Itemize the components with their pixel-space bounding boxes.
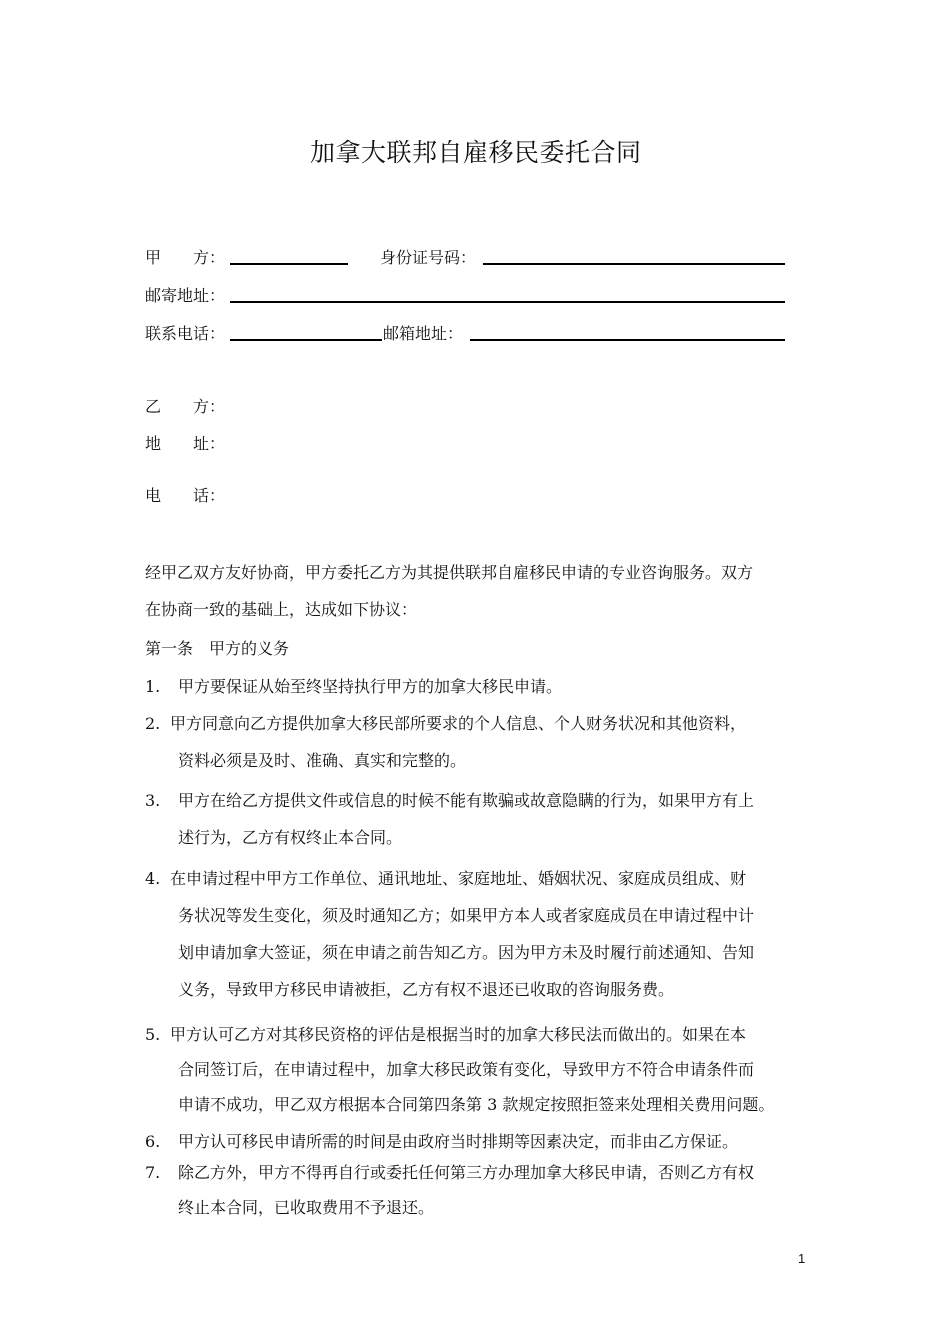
item-text-line: 甲方在给乙方提供文件或信息的时候不能有欺骗或故意隐瞒的行为，如果甲方有上 [178, 791, 755, 810]
item-text-line: 在申请过程中甲方工作单位、通讯地址、家庭地址、婚姻状况、家庭成员组成、财 [170, 869, 747, 888]
item-number: 4. [145, 869, 161, 888]
item-text-line: 终止本合同，已收取费用不予退还。 [178, 1198, 435, 1217]
intro-line-2: 在协商一致的基础上，达成如下协议： [145, 600, 418, 619]
item-text-line: 合同签订后，在申请过程中，加拿大移民政策有变化，导致甲方不符合申请条件而 [178, 1060, 755, 1079]
intro-line-1: 经甲乙双方友好协商，甲方委托乙方为其提供联邦自雇移民申请的专业咨询服务。双方 [145, 563, 754, 582]
item-number: 2. [145, 714, 161, 733]
item-text-line: 甲方认可乙方对其移民资格的评估是根据当时的加拿大移民法而做出的。如果在本 [170, 1025, 747, 1044]
party-a-id-label: 身份证号码： [380, 248, 477, 267]
item-number: 1. [145, 677, 161, 696]
item-text-line: 述行为，乙方有权终止本合同。 [178, 828, 403, 847]
item-text-line: 划申请加拿大签证，须在申请之前告知乙方。因为甲方未及时履行前述通知、告知 [178, 943, 755, 962]
item-number: 5. [145, 1025, 161, 1044]
document-title: 加拿大联邦自雇移民委托合同 [310, 138, 642, 167]
party-a-email-label: 邮箱地址： [383, 324, 464, 343]
party-b-phone-label: 电 话： [145, 486, 226, 505]
item-number: 3. [145, 791, 161, 810]
party-a-phone-label: 联系电话： [145, 324, 226, 343]
party-a-id-field[interactable] [483, 263, 785, 265]
page-number: 1 [798, 1251, 806, 1266]
party-a-address-label: 邮寄地址： [145, 286, 226, 305]
item-text-line: 甲方要保证从始至终坚持执行甲方的加拿大移民申请。 [178, 677, 563, 696]
item-text-line: 义务，导致甲方移民申请被拒，乙方有权不退还已收取的咨询服务费。 [178, 980, 675, 999]
party-b-name-label: 乙 方： [145, 397, 226, 416]
article-1-heading: 第一条 甲方的义务 [145, 639, 290, 658]
item-text-line: 申请不成功，甲乙双方根据本合同第四条第 3 款规定按照拒签来处理相关费用问题。 [178, 1095, 775, 1114]
party-a-email-field[interactable] [470, 339, 785, 341]
party-a-name-field[interactable] [230, 263, 348, 265]
item-number: 7. [145, 1163, 161, 1182]
item-text-line: 甲方同意向乙方提供加拿大移民部所要求的个人信息、个人财务状况和其他资料， [170, 714, 747, 733]
party-a-name-label: 甲 方： [145, 248, 226, 267]
party-b-address-label: 地 址： [145, 434, 226, 453]
party-a-phone-field[interactable] [230, 339, 382, 341]
item-text-line: 资料必须是及时、准确、真实和完整的。 [178, 751, 467, 770]
party-a-address-field[interactable] [230, 301, 785, 303]
item-text-line: 除乙方外，甲方不得再自行或委托任何第三方办理加拿大移民申请，否则乙方有权 [178, 1163, 755, 1182]
item-number: 6. [145, 1132, 161, 1151]
item-text-line: 甲方认可移民申请所需的时间是由政府当时排期等因素决定，而非由乙方保证。 [178, 1132, 739, 1151]
item-text-line: 务状况等发生变化，须及时通知乙方；如果甲方本人或者家庭成员在申请过程中计 [178, 906, 755, 925]
